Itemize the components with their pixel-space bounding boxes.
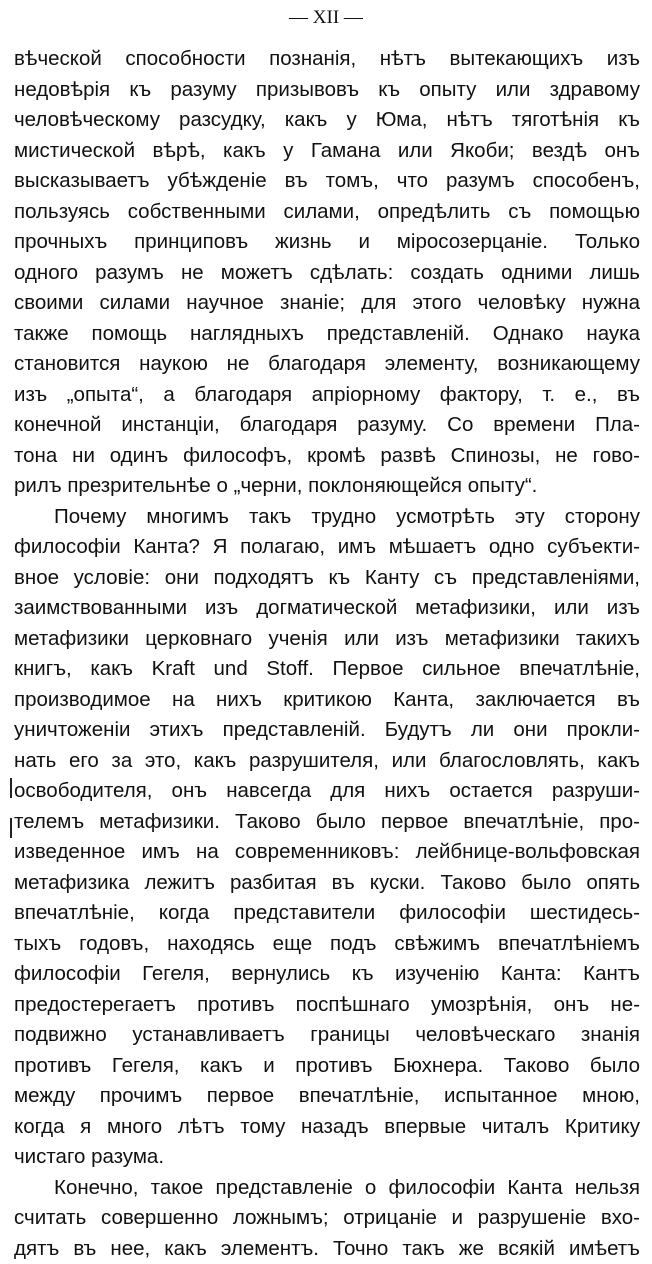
text-line: уничтоженіи этихъ представленій. Будутъ ли они прокли- (14, 715, 640, 746)
paragraph-1 (14, 44, 640, 502)
text-line: противъ Гегеля, какъ и противъ Бюхнера. Таково было (14, 1051, 640, 1082)
text-line: между прочимъ первое впечатлѣніе, испытанное мною, (14, 1081, 640, 1112)
text-line: недовѣрія къ разуму призывовъ къ опыту или здравому (14, 75, 640, 106)
text-line: книгъ, какъ Kraft und Stoff. Первое сильное впечатлѣніе, (14, 654, 640, 685)
text-line: философіи Гегеля, вернулись къ изученію Канта: Кантъ (14, 959, 640, 990)
text-line: вѣческой способности познанія, нѣтъ вытекающихъ изъ (14, 44, 640, 75)
text-line: тона ни одинъ философъ, кромѣ развѣ Спинозы, не гово- (14, 441, 640, 472)
text-line: впечатлѣніе, когда представители философіи шестидесь- (14, 898, 640, 929)
text-line: вное условіе: они подходятъ къ Канту съ представленіями, (14, 563, 640, 594)
text-line: прочныхъ принциповъ жизнь и міросозерцаніе. Только (14, 227, 640, 258)
text-line: считать совершенно ложнымъ; отрицаніе и разрушеніе вхо- (14, 1203, 640, 1234)
text-line: рилъ презрительнѣе о „черни, поклоняющейся опыту“. (14, 471, 640, 502)
paragraph-3 (14, 1173, 640, 1264)
text-line: когда я много лѣтъ тому назадъ впервые читалъ Критику (14, 1112, 640, 1143)
text-line: человѣческому разсудку, какъ у Юма, нѣтъ тяготѣнія къ (14, 105, 640, 136)
page-number: — XII — (0, 6, 652, 30)
text-line: дятъ въ нее, какъ элементъ. Точно такъ же всякій имѣетъ (14, 1234, 640, 1264)
text-line: изведенное имъ на современниковъ: лейбнице-вольфовская (14, 837, 640, 868)
text-line: метафизика лежитъ разбитая въ куски. Таково было опять (14, 868, 640, 899)
text-line: пользуясь собственными силами, опредѣлить съ помощью (14, 197, 640, 228)
text-line: нать его за это, какъ разрушителя, или благословлять, какъ (14, 746, 640, 777)
text-line: своими силами научное знаніе; для этого человѣку нужна (14, 288, 640, 319)
text-body (14, 44, 640, 1264)
text-line: освободителя, онъ навсегда для нихъ остается разруши- (14, 776, 640, 807)
text-line: заимствованными изъ догматической метафизики, или изъ (14, 593, 640, 624)
text-line: производимое на нихъ критикою Канта, заключается въ (14, 685, 640, 716)
text-line: подвижно устанавливаетъ границы человѣческаго знанія (14, 1020, 640, 1051)
text-line: философіи Канта? Я полагаю, имъ мѣшаетъ одно субъекти- (14, 532, 640, 563)
margin-mark (10, 778, 12, 798)
text-line: телемъ метафизики. Таково было первое впечатлѣніе, про- (14, 807, 640, 838)
paragraph-2 (14, 502, 640, 1173)
text-line: изъ „опыта“, а благодаря апріорному фактору, т. е., въ (14, 380, 640, 411)
text-line: Почему многимъ такъ трудно усмотрѣть эту сторону (14, 502, 640, 533)
text-line: метафизики церковнаго ученія или изъ метафизики такихъ (14, 624, 640, 655)
text-line: конечной инстанціи, благодаря разуму. Со времени Пла- (14, 410, 640, 441)
text-line: также помощь наглядныхъ представленій. Однако наука (14, 319, 640, 350)
text-line: тыхъ годовъ, находясь еще подъ свѣжимъ впечатлѣніемъ (14, 929, 640, 960)
text-line: чистаго разума. (14, 1142, 640, 1173)
text-line: мистической вѣрѣ, какъ у Гамана или Якоби; вездѣ онъ (14, 136, 640, 167)
text-line: становится наукою не благодаря элементу, возникающему (14, 349, 640, 380)
text-line: высказываетъ убѣжденіе въ томъ, что разумъ способенъ, (14, 166, 640, 197)
text-line: одного разумъ не можетъ сдѣлать: создать одними лишь (14, 258, 640, 289)
text-line: Конечно, такое представленіе о философіи Канта нельзя (14, 1173, 640, 1204)
margin-mark (10, 818, 12, 838)
text-line: предостерегаетъ противъ поспѣшнаго умозрѣнія, онъ не- (14, 990, 640, 1021)
